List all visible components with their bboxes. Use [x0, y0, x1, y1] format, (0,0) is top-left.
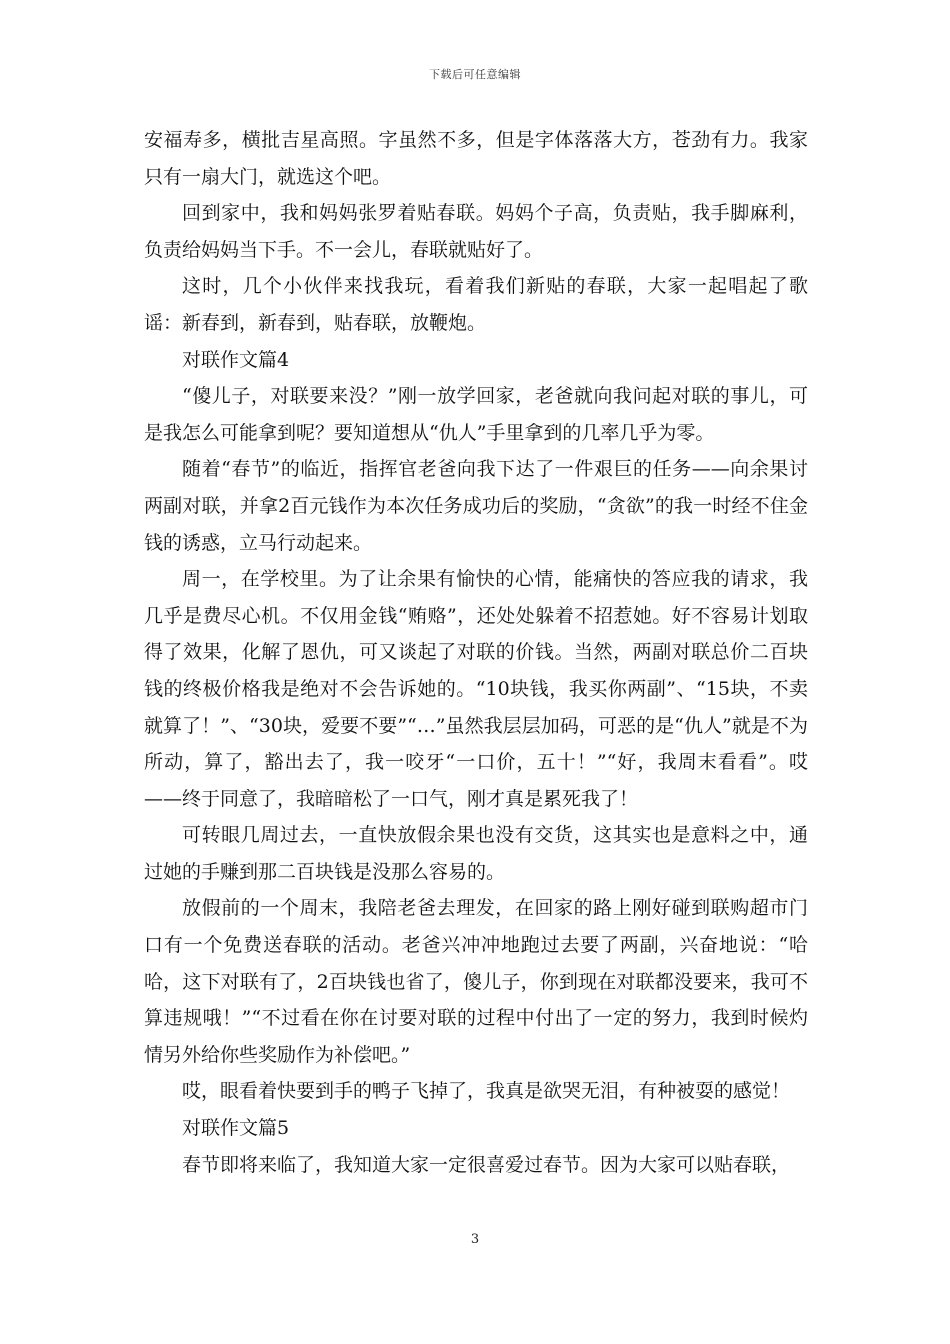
paragraph: 随着“春节”的临近，指挥官老爸向我下达了一件艰巨的任务——向余果讨两副对联，并拿2百元钱作为本次任务成功后的奖励，“贪欲”的我一时经不住金钱的诱惑，立马行动起来。 — [144, 458, 808, 554]
section-heading: 对联作文篇4 — [182, 348, 290, 371]
paragraph-continued: 安福寿多，横批吉星高照。字虽然不多，但是字体落落大方，苍劲有力。我家只有一扇大门，就选这个吧。 — [144, 129, 808, 188]
page-number: 3 — [470, 1232, 480, 1247]
paragraph: 这时，几个小伙伴来找我玩，看着我们新贴的春联，大家一起唱起了歌谣：新春到，新春到，贴春联，放鞭炮。 — [144, 275, 808, 334]
document-body — [144, 122, 808, 1183]
paragraph: 可转眼几周过去，一直快放假余果也没有交货，这其实也是意料之中，通过她的手赚到那二百块钱是没那么容易的。 — [144, 824, 808, 883]
page-header: 下载后可任意编辑 — [429, 68, 521, 81]
section-heading: 对联作文篇5 — [182, 1117, 290, 1140]
paragraph: “傻儿子，对联要来没？”刚一放学回家，老爸就向我问起对联的事儿，可是我怎么可能拿到呢？要知道想从“仇人”手里拿到的几率几乎为零。 — [144, 385, 808, 444]
paragraph: 哎，眼看着快要到手的鸭子飞掉了，我真是欲哭无泪，有种被耍的感觉！ — [182, 1080, 791, 1103]
paragraph: 春节即将来临了，我知道大家一定很喜爱过春节。因为大家可以贴春联， — [182, 1153, 791, 1176]
paragraph: 放假前的一个周末，我陪老爸去理发，在回家的路上刚好碰到联购超市门口有一个免费送春联的活动。老爸兴冲冲地跑过去要了两副，兴奋地说：“哈哈，这下对联有了，2百块钱也省了，傻儿子，你到现在对联都没要来，我可不算违规哦！”“不过看在你在讨要对联的过程中付出了一定的努力，我到时候灼情另外给你些奖励作为补偿吧。” — [144, 897, 808, 1066]
paragraph: 周一，在学校里。为了让余果有愉快的心情，能痛快的答应我的请求，我几乎是费尽心机。不仅用金钱“贿赂”，还处处躲着不招惹她。好不容易计划取得了效果，化解了恩仇，可又谈起了对联的价钱。当然，两副对联总价二百块钱的终极价格我是绝对不会告诉她的。“10块钱，我买你两副”、“15块，不卖就算了！”、“30块，爱要不要”“…”虽然我层层加码，可恶的是“仇人”就是不为所动，算了，豁出去了，我一咬牙“一口价，五十！”“好，我周末看看”。哎——终于同意了，我暗暗松了一口气，刚才真是累死我了！ — [144, 568, 808, 810]
paragraph: 回到家中，我和妈妈张罗着贴春联。妈妈个子高，负责贴，我手脚麻利，负责给妈妈当下手。不一会儿，春联就贴好了。 — [144, 202, 808, 261]
